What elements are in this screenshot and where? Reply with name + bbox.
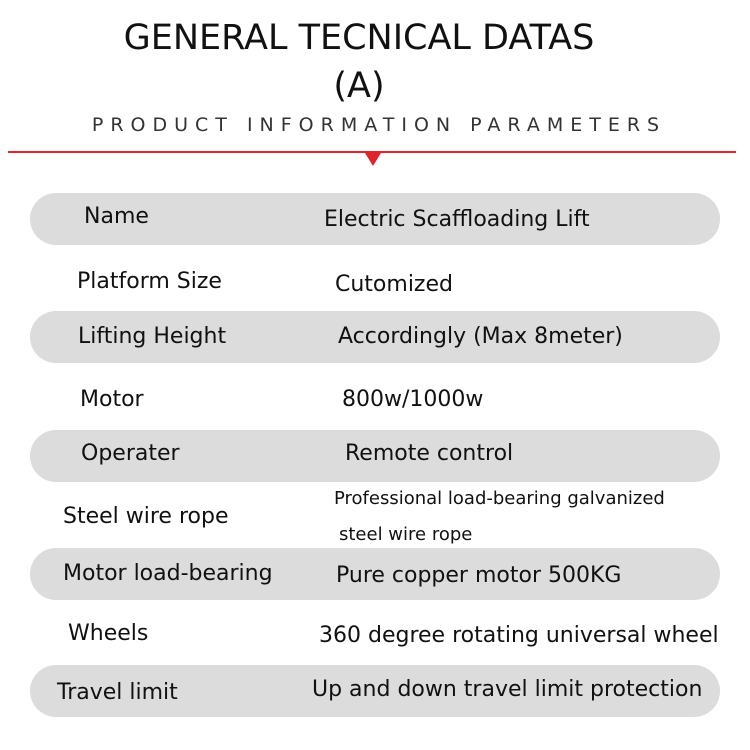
spec-value-operater: Remote control bbox=[345, 441, 514, 466]
spec-label-motor-load-bearing: Motor load-bearing bbox=[63, 561, 273, 586]
spec-value-motor-load-bearing: Pure copper motor 500KG bbox=[336, 563, 622, 588]
spec-label-wheels: Wheels bbox=[68, 621, 149, 646]
spec-value-wheels: 360 degree rotating universal wheel bbox=[319, 623, 719, 648]
spec-value-platform-size: Cutomized bbox=[335, 272, 453, 297]
divider-arrow-icon bbox=[365, 153, 381, 166]
spec-value-steel-wire-rope-line2: steel wire rope bbox=[339, 524, 473, 545]
spec-value-lifting-height: Accordingly (Max 8meter) bbox=[338, 324, 623, 349]
spec-label-name: Name bbox=[84, 204, 149, 229]
spec-value-steel-wire-rope-line1: Professional load-bearing galvanized bbox=[334, 488, 665, 509]
page-title-variant: (A) bbox=[333, 66, 385, 106]
page-title: GENERAL TECNICAL DATAS bbox=[123, 18, 595, 58]
spec-value-motor: 800w/1000w bbox=[342, 387, 484, 412]
spec-label-steel-wire-rope: Steel wire rope bbox=[63, 504, 229, 529]
spec-label-lifting-height: Lifting Height bbox=[78, 324, 227, 349]
spec-value-travel-limit: Up and down travel limit protection bbox=[312, 677, 703, 702]
spec-label-motor: Motor bbox=[80, 387, 144, 412]
spec-label-travel-limit: Travel limit bbox=[57, 680, 178, 705]
spec-value-name: Electric Scaffloading Lift bbox=[324, 207, 590, 232]
page-subtitle: PRODUCT INFORMATION PARAMETERS bbox=[91, 114, 667, 136]
spec-label-platform-size: Platform Size bbox=[77, 269, 222, 294]
spec-label-operater: Operater bbox=[81, 441, 180, 466]
